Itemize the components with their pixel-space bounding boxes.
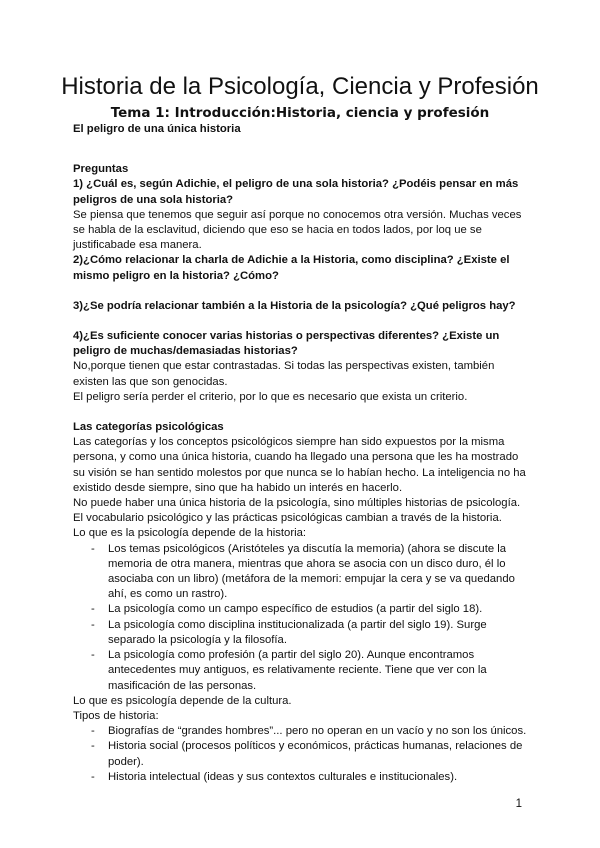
list-item: - Los temas psicológicos (Aristóteles ya discutía la memoria) (ahora se discute la memoria de otra manera, mientras que ahora se asocia con un disco duro, él lo asociaba con un libro) (metáfora de la memori: empujar la cera y se va quedando ahí, es como un rastro). (108, 542, 533, 603)
body-paragraph: Tipos de historia: (73, 709, 159, 722)
section-heading: El peligro de una única historia (73, 123, 241, 135)
answer-1: Se piensa que tenemos que seguir así porque no conocemos otra versión. Muchas veces se habla de la esclavitud, diciendo que eso se hacia en todos lados, por loq ue se justificabade esa manera. (73, 208, 522, 252)
answer-4-paragraph: El peligro sería perder el criterio, por lo que es necesario que exista un criterio. (73, 390, 468, 403)
question-4: 4)¿Es suficiente conocer varias historias o perspectivas diferentes? ¿Existe un peligro de muchas/demasiadas historias? (73, 330, 500, 358)
list-item: - La psicología como profesión (a partir del siglo 20). Aunque encontramos antecedentes muy antiguos, es relativamente reciente. Tiene que ver con la masificación de las personas. (108, 648, 533, 694)
preguntas-heading: Preguntas (73, 163, 129, 176)
list-item: - La psicología como disciplina institucionalizada (a partir del siglo 19). Surge separado la psicología y la filosofía. (108, 618, 533, 648)
list-item: - Biografías de “grandes hombres”... pero no operan en un vacío y no son los únicos. (108, 724, 533, 739)
history-types-list (73, 724, 533, 785)
body-paragraph: No puede haber una única historia de la psicología, sino múltiples historias de psicología. El vocabulario psicológico y las prácticas psicológicas cambian a través de la historia. (73, 497, 521, 525)
answer-4-paragraph: No,porque tienen que estar contrastadas. Si todas las perspectivas existen, también existen las que son genocidas. (73, 360, 495, 388)
history-dependence-list (73, 542, 533, 694)
question-3: 3)¿Se podría relacionar también a la Historia de la psicología? ¿Qué peligros hay? (73, 299, 516, 312)
document-body (73, 122, 533, 785)
document-subtitle: Tema 1: Introducción:Historia, ciencia y profesión (110, 105, 490, 121)
body-paragraph: Lo que es la psicología depende de la historia: (73, 527, 307, 540)
question-2: 2)¿Cómo relacionar la charla de Adichie a la Historia, como disciplina? ¿Existe el mismo peligro en la historia? ¿Cómo? (73, 254, 510, 282)
question-1: 1) ¿Cuál es, según Adichie, el peligro de una sola historia? ¿Podéis pensar en más peligros de una sola historia? (73, 178, 519, 206)
section-heading: Las categorías psicológicas (73, 421, 224, 434)
list-item: - Historia intelectual (ideas y sus contextos culturales e institucionales). (108, 770, 533, 785)
document-title: Historia de la Psicología, Ciencia y Profesión (61, 73, 539, 100)
list-item: - La psicología como un campo específico de estudios (a partir del siglo 18). (108, 602, 533, 617)
body-paragraph: Las categorías y los conceptos psicológicos siempre han sido expuestos por la misma persona, y como una única historia, cuando ha llegado una persona que les ha mostrado su visión se han sentido molestos por que nunca se lo habían hecho. La inteligencia no ha existido desde siempre, sino que ha habido un interés en hacerlo. (73, 436, 526, 494)
list-item: - Historia social (procesos políticos y económicos, prácticas humanas, relaciones de poder). (108, 739, 533, 769)
page-number: 1 (515, 798, 522, 810)
body-paragraph: Lo que es psicología depende de la cultura. (73, 694, 292, 707)
